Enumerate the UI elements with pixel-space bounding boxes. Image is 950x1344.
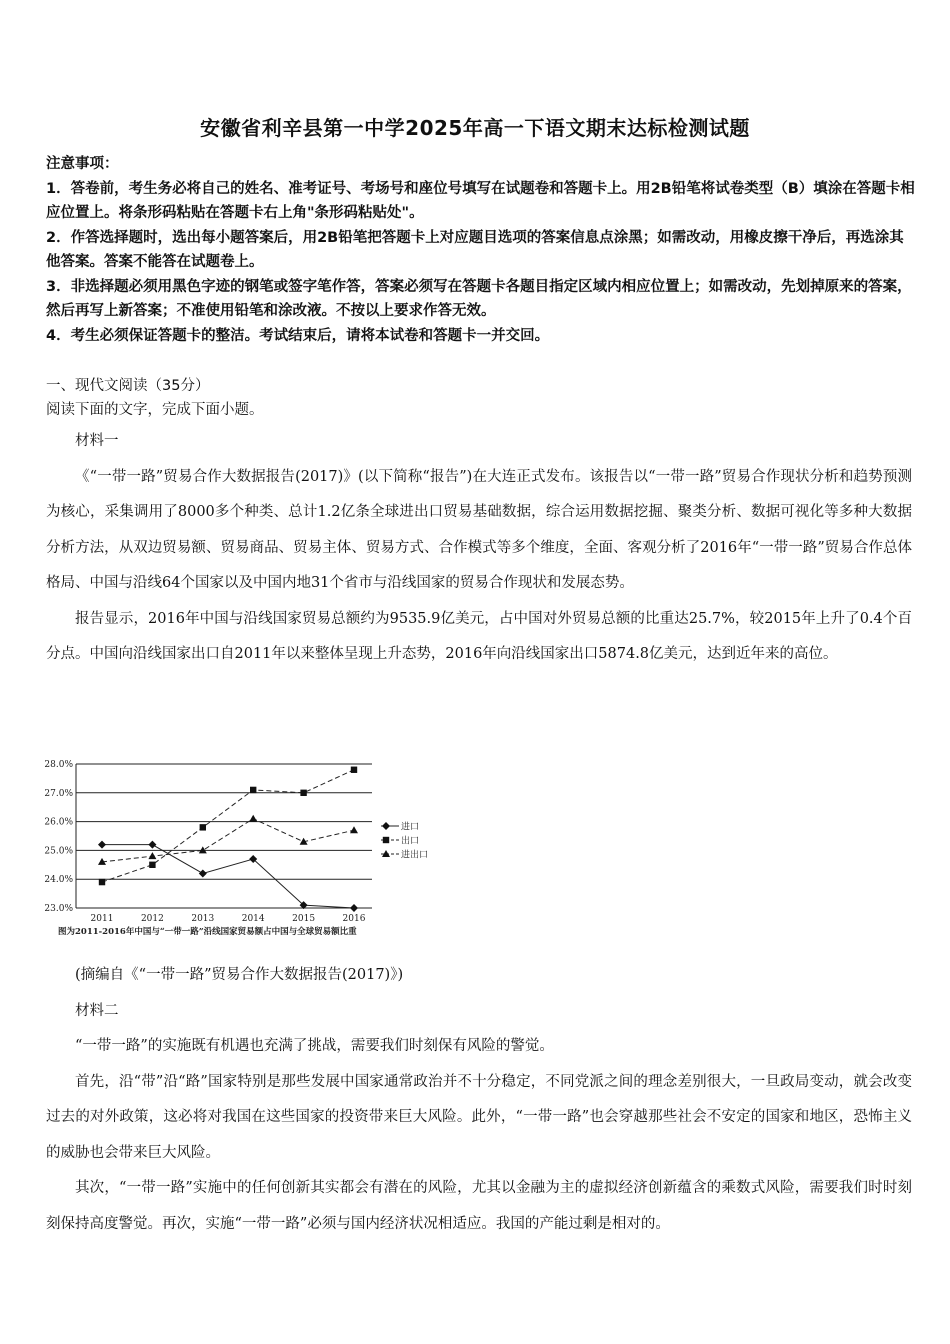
material1-source-block (46, 958, 912, 1242)
material1-source: (摘编自《“一带一路”贸易合作大数据报告(2017)》) (75, 967, 404, 983)
material1-label: 材料一 (75, 433, 119, 449)
series-line (102, 770, 354, 882)
notes-item: 4．考生必须保证答题卡的整洁。考试结束后，请将本试卷和答题卡一并交回。 (46, 327, 550, 344)
page-title: 安徽省利辛县第一中学2025年高一下语文期末达标检测试题 (200, 116, 750, 140)
chart-caption: 图为2011-2016年中国与“一带一路”沿线国家贸易额占中国与全球贸易额比重 (58, 927, 357, 937)
notes-item: 1．答卷前，考生务必将自己的姓名、准考证号、考场号和座位号填写在试题卷和答题卡上。用2B铅笔将试卷类型（B）填涂在答题卡相应位置上。将条形码粘贴在答题卡右上角"条形码粘贴处"。 (46, 180, 915, 221)
x-tick-label: 2016 (342, 914, 366, 924)
material1-paragraph: 《“一带一路”贸易合作大数据报告(2017)》(以下简称“报告”)在大连正式发布。该报告以“一带一路”贸易合作现状分析和趋势预测为核心，采集调用了8000多个种类、总计1.2亿条全球进出口贸易基础数据，综合运用数据挖掘、聚类分析、数据可视化等多种大数据分析方法，从双边贸易额、贸易商品、贸易主体、贸易方式、合作模式等多个维度，全面、客观分析了2016年“一带一路”贸易合作总体格局、中国与沿线64个国家以及中国内地31个省市与沿线国家的贸易合作现状和发展态势。 (46, 468, 912, 591)
data-point (148, 852, 156, 859)
x-tick-label: 2014 (241, 914, 265, 924)
material2-paragraph: 其次，“一带一路”实施中的任何创新其实都会有潜在的风险，尤其以金融为主的虚拟经济创新蕴含的乘数式风险，需要我们时时刻刻保持高度警觉。再次，实施“一带一路”必须与国内经济状况相适应。我国的产能过剩是相对的。 (46, 1180, 912, 1232)
data-point (351, 767, 357, 773)
data-point (98, 841, 106, 849)
data-point (149, 862, 155, 868)
section-instruction: 阅读下面的文字，完成下面小题。 (46, 402, 264, 418)
data-point (350, 904, 358, 912)
y-tick-label: 27.0% (44, 788, 73, 799)
legend-label: 进口 (401, 822, 420, 833)
series-line (102, 819, 354, 862)
material2-paragraph: 首先，沿“带”沿“路”国家特别是那些发展中国家通常政治并不十分稳定，不同党派之间的理念差别很大，一旦政局变动，就会改变过去的对外政策，这必将对我国在这些国家的投资带来巨大风险。此外，“一带一路”也会穿越那些社会不安定的国家和地区，恐怖主义的威胁也会带来巨大风险。 (46, 1073, 912, 1161)
legend-marker (383, 837, 389, 843)
chart-svg (44, 755, 444, 940)
material2-label: 材料二 (75, 1002, 119, 1019)
notes-block (46, 152, 916, 348)
x-tick-label: 2013 (191, 914, 215, 924)
trade-share-chart (44, 755, 444, 940)
material2-paragraph: “一带一路”的实施既有机遇也充满了挑战，需要我们时刻保有风险的警觉。 (75, 1038, 554, 1054)
series-line (102, 845, 354, 908)
data-point (350, 826, 358, 833)
material1-paragraph: 报告显示，2016年中国与沿线国家贸易总额约为9535.9亿美元，占中国对外贸易总额的比重达25.7%，较2015年上升了0.4个百分点。中国向沿线国家出口自2011年以来整体呈现上升态势，2016年向沿线国家出口5874.8亿美元，达到近年来的高位。 (46, 610, 912, 662)
data-point (300, 790, 306, 796)
y-tick-label: 24.0% (44, 875, 73, 886)
data-point (199, 869, 207, 877)
legend-marker (382, 822, 390, 830)
y-tick-label: 28.0% (44, 760, 73, 770)
legend-label: 进出口 (401, 850, 429, 861)
section-header (46, 374, 916, 422)
data-point (249, 815, 257, 822)
y-tick-label: 26.0% (44, 817, 73, 828)
y-tick-label: 25.0% (44, 846, 73, 857)
data-point (99, 879, 105, 885)
notes-heading: 注意事项： (46, 156, 119, 172)
x-tick-label: 2011 (90, 914, 114, 924)
y-tick-label: 23.0% (44, 904, 73, 914)
data-point (250, 787, 256, 793)
notes-item: 3．非选择题必须用黑色字迹的钢笔或签字笔作答，答案必须写在答题卡各题目指定区域内相应位置上；如需改动，先划掉原来的答案，然后再写上新答案；不准使用铅笔和涂改液。不按以上要求作答无效。 (46, 278, 912, 319)
x-tick-label: 2012 (140, 914, 164, 924)
section-heading: 一、现代文阅读（35分） (46, 378, 210, 394)
x-tick-label: 2015 (292, 914, 316, 924)
material1-text (46, 424, 912, 673)
data-point (200, 824, 206, 830)
data-point (148, 841, 156, 849)
legend-label: 出口 (401, 836, 420, 847)
notes-item: 2．作答选择题时，选出每小题答案后，用2B铅笔把答题卡上对应题目选项的答案信息点涂黑；如需改动，用橡皮擦干净后，再选涂其他答案。答案不能答在试题卷上。 (46, 229, 904, 270)
